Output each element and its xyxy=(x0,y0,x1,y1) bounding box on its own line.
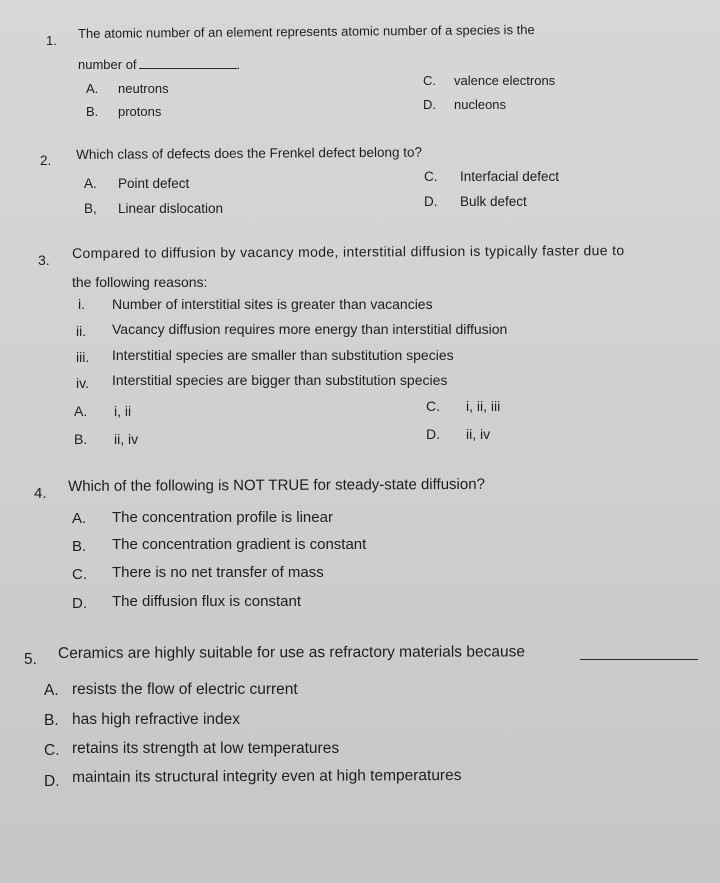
option-text: Linear dislocation xyxy=(118,201,224,216)
question-number: 4. xyxy=(34,485,47,502)
option-letter: D. xyxy=(426,426,440,442)
option-letter: C. xyxy=(426,398,440,414)
option-text: maintain its structural integrity even at high temperatures xyxy=(71,766,462,786)
option-letter: D. xyxy=(423,97,436,112)
option-letter: C. xyxy=(423,73,436,88)
option-letter: A. xyxy=(74,403,88,419)
option-text: valence electrons xyxy=(454,73,556,88)
answer-blank xyxy=(139,56,237,69)
option-letter: A. xyxy=(44,682,59,699)
option-text: There is no net transfer of mass xyxy=(112,564,324,581)
option-text: The concentration profile is linear xyxy=(112,509,333,526)
reason-text: Interstitial species are bigger than substitution species xyxy=(112,372,448,388)
option-letter: A. xyxy=(72,510,87,527)
option-letter: B, xyxy=(84,201,97,216)
option-text: The concentration gradient is constant xyxy=(112,536,367,553)
question-number: 3. xyxy=(38,252,50,268)
question-text-line-2-end: . xyxy=(236,57,241,72)
option-text: resists the flow of electric current xyxy=(72,681,298,698)
question-text-line-2: the following reasons: xyxy=(72,274,208,290)
question-number: 2. xyxy=(40,153,52,168)
option-letter: D. xyxy=(72,595,87,612)
question-text-line-1: The atomic number of an element represents atomic number of a species is the xyxy=(77,22,535,41)
reason-text: Interstitial species are smaller than substitution species xyxy=(112,347,454,363)
option-text: Point defect xyxy=(118,176,190,191)
option-letter: D. xyxy=(44,773,60,790)
option-text: protons xyxy=(118,104,162,119)
answer-blank xyxy=(580,647,698,660)
reason-numeral: iii. xyxy=(76,349,90,365)
reason-text: Vacancy diffusion requires more energy than interstitial diffusion xyxy=(112,321,508,337)
option-text: nucleons xyxy=(454,97,507,112)
question-text-line-2 xyxy=(78,56,240,71)
option-letter: A. xyxy=(86,81,99,96)
question-text-line-1: Which class of defects does the Frenkel defect belong to? xyxy=(75,144,423,162)
option-letter: B. xyxy=(74,431,88,447)
option-text: has high refractive index xyxy=(72,711,241,728)
option-text: ii, iv xyxy=(114,431,139,447)
question-text-line-1: Compared to diffusion by vacancy mode, interstitial diffusion is typically faster due to xyxy=(71,242,625,261)
option-letter: B. xyxy=(86,104,99,119)
option-text: retains its strength at low temperatures xyxy=(72,740,340,757)
option-letter: C. xyxy=(424,169,438,184)
option-letter: A. xyxy=(84,176,97,191)
option-letter: B. xyxy=(44,712,59,729)
option-letter: C. xyxy=(72,566,87,583)
option-text: Interfacial defect xyxy=(460,169,560,184)
reason-numeral: i. xyxy=(78,296,85,312)
option-letter: C. xyxy=(44,742,60,759)
option-text: Bulk defect xyxy=(460,194,527,209)
option-text: i, ii, iii xyxy=(466,398,501,414)
reason-text: Number of interstitial sites is greater than vacancies xyxy=(112,296,433,312)
option-letter: D. xyxy=(424,194,438,209)
option-text: ii, iv xyxy=(466,426,491,442)
reason-numeral: ii. xyxy=(76,323,87,339)
option-text: The diffusion flux is constant xyxy=(112,593,301,610)
option-letter: B. xyxy=(72,538,87,555)
question-number: 1. xyxy=(46,33,57,48)
question-number: 5. xyxy=(24,651,37,668)
question-text-line-2-start: number of xyxy=(78,57,137,72)
question-text-line-1: Ceramics are highly suitable for use as refractory materials because xyxy=(57,643,525,662)
reason-numeral: iv. xyxy=(76,375,89,391)
option-text: neutrons xyxy=(118,81,169,96)
question-text-line-1: Which of the following is NOT TRUE for steady-state diffusion? xyxy=(67,475,485,495)
option-text: i, ii xyxy=(114,403,132,419)
